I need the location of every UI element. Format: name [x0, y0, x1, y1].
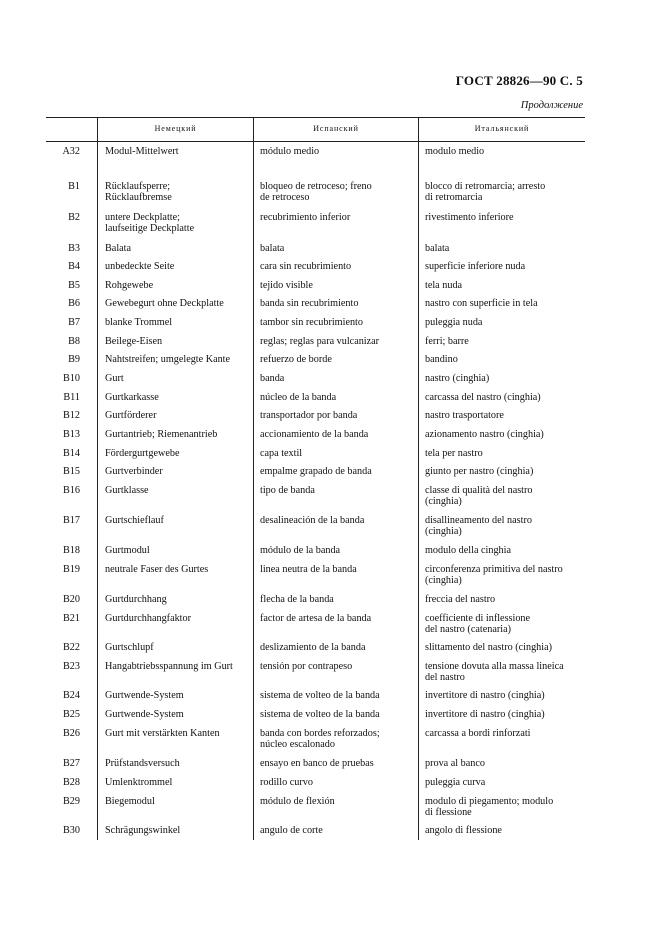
cell-de: Biegemodul — [105, 796, 155, 807]
cell-it: circonferenza primitiva del nastro (cinghia) — [425, 564, 563, 586]
column-header-spanish: Испанский — [313, 124, 359, 133]
cell-es: tejido visible — [260, 280, 313, 291]
cell-it: azionamento nastro (cinghia) — [425, 429, 544, 440]
cell-es: ensayo en banco de pruebas — [260, 758, 374, 769]
cell-es: empalme grapado de banda — [260, 466, 372, 477]
cell-code: B3 — [68, 243, 80, 254]
cell-it: tela nuda — [425, 280, 463, 291]
cell-code: B6 — [68, 298, 80, 309]
cell-it: nastro (cinghia) — [425, 373, 490, 384]
cell-es: cara sin recubrimiento — [260, 261, 352, 272]
cell-code: B16 — [63, 485, 80, 496]
cell-es: núcleo de la banda — [260, 392, 337, 403]
cell-es: módulo medio — [260, 146, 320, 157]
cell-de: Gurtverbinder — [105, 466, 163, 477]
cell-es: refuerzo de borde — [260, 354, 332, 365]
cell-de: Gurtdurchhangfaktor — [105, 613, 191, 624]
cell-it: freccia del nastro — [425, 594, 496, 605]
cell-code: B23 — [63, 661, 80, 672]
cell-de: Rohgewebe — [105, 280, 154, 291]
cell-es: desalineación de la banda — [260, 515, 365, 526]
cell-it: nastro con superficie in tela — [425, 298, 538, 309]
cell-de: Fördergurtgewebe — [105, 448, 180, 459]
cell-code: B14 — [63, 448, 80, 459]
cell-es: tensión por contrapeso — [260, 661, 353, 672]
cell-es: balata — [260, 243, 285, 254]
cell-it: carcassa a bordi rinforzati — [425, 728, 531, 739]
cell-es: bloqueo de retroceso; freno de retroceso — [260, 181, 372, 203]
cell-es: tambor sin recubrimiento — [260, 317, 363, 328]
cell-it: tela per nastro — [425, 448, 483, 459]
column-divider — [253, 117, 254, 840]
column-header-german: Немецкий — [154, 124, 197, 133]
cell-de: Prüfstandsversuch — [105, 758, 180, 769]
cell-code: B9 — [68, 354, 80, 365]
cell-code: B28 — [63, 777, 80, 788]
cell-code: B21 — [63, 613, 80, 624]
cell-es: módulo de la banda — [260, 545, 341, 556]
cell-de: Schrägungswinkel — [105, 825, 181, 836]
cell-it: balata — [425, 243, 450, 254]
cell-code: B1 — [68, 181, 80, 192]
cell-it: prova al banco — [425, 758, 485, 769]
cell-code: B15 — [63, 466, 80, 477]
cell-de: Gurtmodul — [105, 545, 150, 556]
cell-it: disallineamento del nastro (cinghia) — [425, 515, 532, 537]
table-header-rule — [46, 141, 585, 142]
cell-it: tensione dovuta alla massa lineica del nastro — [425, 661, 564, 683]
cell-it: nastro trasportatore — [425, 410, 504, 421]
page-header-title: ГОСТ 28826—90 С. 5 — [455, 73, 583, 88]
cell-it: puleggia curva — [425, 777, 486, 788]
cell-es: tipo de banda — [260, 485, 315, 496]
cell-code: B11 — [63, 392, 80, 403]
cell-code: B29 — [63, 796, 80, 807]
cell-de: Gurtschlupf — [105, 642, 154, 653]
cell-it: modulo della cinghia — [425, 545, 512, 556]
column-divider — [97, 117, 98, 840]
cell-de: Hangabtriebsspannung im Gurt — [105, 661, 233, 672]
cell-code: B26 — [63, 728, 80, 739]
cell-de: untere Deckplatte; laufseitige Deckplatte — [105, 212, 195, 234]
cell-de: unbedeckte Seite — [105, 261, 175, 272]
cell-code: B22 — [63, 642, 80, 653]
cell-de: blanke Trommel — [105, 317, 173, 328]
cell-de: Gurtkarkasse — [105, 392, 159, 403]
cell-it: classe di qualità del nastro (cinghia) — [425, 485, 533, 507]
cell-es: rodillo curvo — [260, 777, 313, 788]
table-top-rule — [46, 117, 585, 118]
cell-code: B24 — [63, 690, 80, 701]
cell-de: Umlenktrommel — [105, 777, 173, 788]
cell-de: Gewebegurt ohne Deckplatte — [105, 298, 224, 309]
cell-es: banda sin recubrimiento — [260, 298, 359, 309]
column-divider — [418, 117, 419, 840]
cell-es: accionamiento de la banda — [260, 429, 369, 440]
cell-code: B12 — [63, 410, 80, 421]
cell-it: superficie inferiore nuda — [425, 261, 526, 272]
cell-code: B20 — [63, 594, 80, 605]
cell-de: Gurtwende-System — [105, 709, 184, 720]
cell-code: B30 — [63, 825, 80, 836]
cell-es: reglas; reglas para vulcanizar — [260, 336, 380, 347]
continuation-label: Продолжение — [520, 100, 583, 111]
cell-it: modulo di piegamento; modulo di flessione — [425, 796, 554, 818]
cell-it: coefficiente di inflessione del nastro (catenaria) — [425, 613, 531, 635]
cell-de: Rücklaufsperre; Rücklaufbremse — [105, 181, 172, 203]
cell-it: carcassa del nastro (cinghia) — [425, 392, 541, 403]
cell-code: B17 — [63, 515, 80, 526]
cell-code: A32 — [62, 146, 80, 157]
cell-de: Gurtwende-System — [105, 690, 184, 701]
cell-it: giunto per nastro (cinghia) — [425, 466, 534, 477]
cell-es: deslizamiento de la banda — [260, 642, 366, 653]
cell-de: Balata — [105, 243, 132, 254]
cell-code: B8 — [68, 336, 80, 347]
cell-code: B2 — [68, 212, 80, 223]
cell-es: banda con bordes reforzados; núcleo escalonado — [260, 728, 380, 750]
cell-de: Gurtförderer — [105, 410, 157, 421]
cell-code: B7 — [68, 317, 80, 328]
cell-code: B27 — [63, 758, 80, 769]
cell-de: Nahtstreifen; umgelegte Kante — [105, 354, 231, 365]
cell-code: B18 — [63, 545, 80, 556]
cell-de: Modul-Mittelwert — [105, 146, 179, 157]
cell-es: angulo de corte — [260, 825, 323, 836]
cell-de: Gurt — [105, 373, 124, 384]
column-header-italian: Итальянский — [474, 124, 530, 133]
cell-code: B13 — [63, 429, 80, 440]
cell-de: Gurtantrieb; Riemenantrieb — [105, 429, 218, 440]
cell-code: B25 — [63, 709, 80, 720]
cell-es: flecha de la banda — [260, 594, 334, 605]
cell-de: Gurt mit verstärkten Kanten — [105, 728, 220, 739]
cell-es: factor de artesa de la banda — [260, 613, 372, 624]
cell-code: B5 — [68, 280, 80, 291]
cell-it: slittamento del nastro (cinghia) — [425, 642, 553, 653]
cell-es: transportador por banda — [260, 410, 358, 421]
cell-it: invertitore di nastro (cinghia) — [425, 709, 545, 720]
cell-code: B19 — [63, 564, 80, 575]
cell-it: bandino — [425, 354, 458, 365]
cell-es: sistema de volteo de la banda — [260, 690, 380, 701]
cell-de: Gurtklasse — [105, 485, 149, 496]
cell-es: sistema de volteo de la banda — [260, 709, 380, 720]
cell-de: Gurtschieflauf — [105, 515, 164, 526]
cell-it: ferri; barre — [425, 336, 469, 347]
cell-it: blocco di retromarcia; arresto di retromarcia — [425, 181, 546, 203]
cell-code: B10 — [63, 373, 80, 384]
cell-it: invertitore di nastro (cinghia) — [425, 690, 545, 701]
cell-it: angolo di flessione — [425, 825, 502, 836]
cell-es: banda — [260, 373, 285, 384]
cell-es: módulo de flexión — [260, 796, 335, 807]
cell-de: Beilege-Eisen — [105, 336, 163, 347]
cell-de: neutrale Faser des Gurtes — [105, 564, 209, 575]
cell-it: puleggia nuda — [425, 317, 483, 328]
cell-es: recubrimiento inferior — [260, 212, 351, 223]
cell-it: rivestimento inferiore — [425, 212, 514, 223]
cell-code: B4 — [68, 261, 80, 272]
cell-es: linea neutra de la banda — [260, 564, 357, 575]
cell-it: modulo medio — [425, 146, 485, 157]
cell-de: Gurtdurchhang — [105, 594, 167, 605]
cell-es: capa textil — [260, 448, 303, 459]
